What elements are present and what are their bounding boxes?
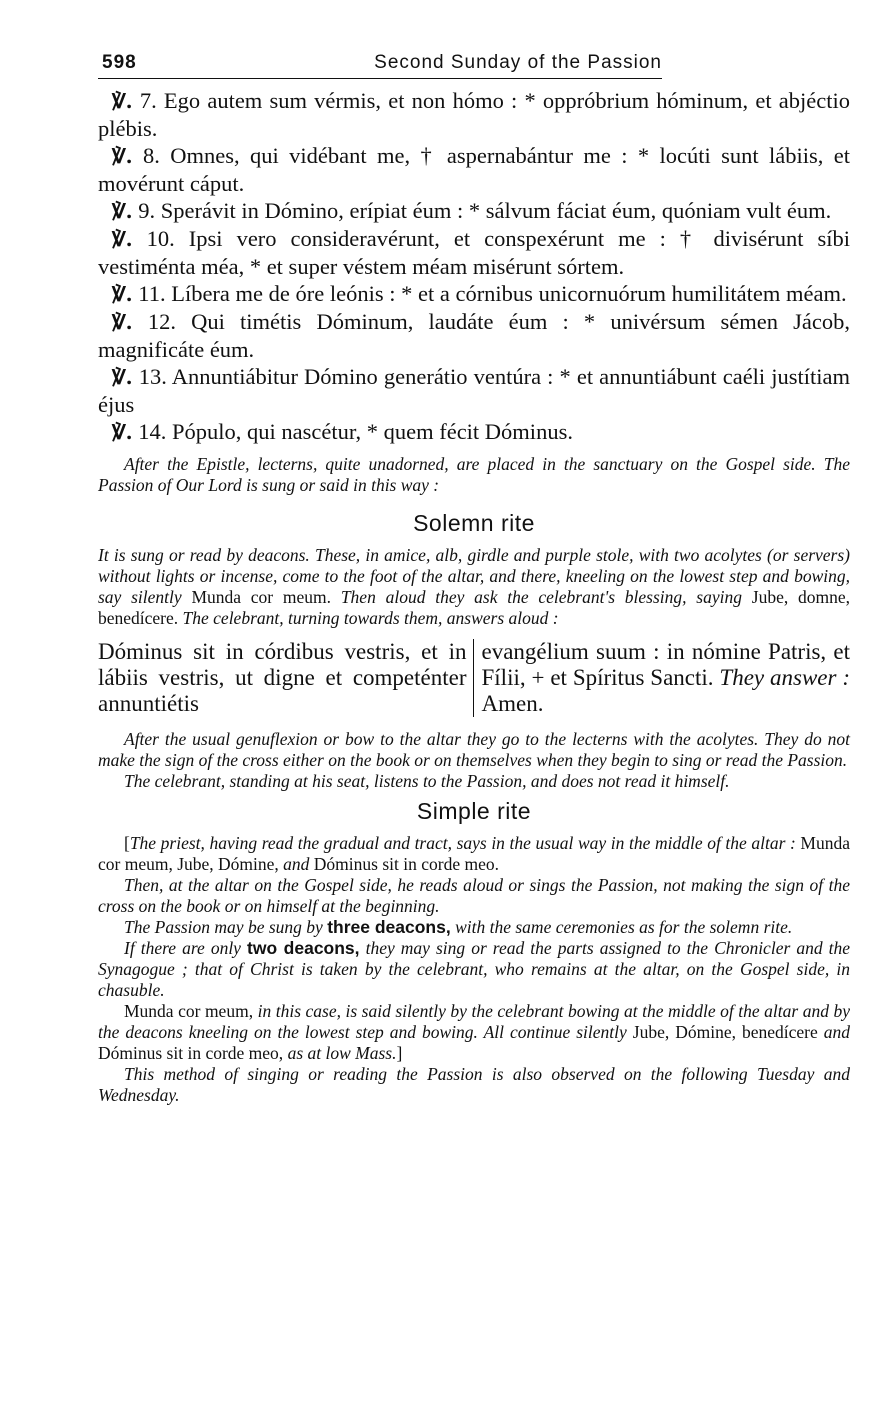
verse-text: 10. Ipsi vero consideravérunt, et conspexérunt me : † divisérunt síbi vestiménta méa, * et super véstem méam misérunt sórtem. [98, 226, 851, 279]
versicle-icon: ℣. [112, 144, 133, 168]
latin-text: Munda cor meum. [191, 587, 332, 607]
rubric-text: After the usual genuflexion or bow to the altar they go to the lecterns with the acolytes. They do not make the sign of the cross either on the book or on themselves when they begin to sing or read the Passion. [98, 729, 850, 770]
rubric-text: in this case, is said silently by the celebrant bowing at the middle of the altar and by the deacons kneeling on the lowest step and bowing. All continue silently [98, 1001, 851, 1042]
versicle-icon: ℣. [112, 310, 133, 334]
rubric-text: The celebrant, turning towards them, answers aloud : [182, 608, 559, 628]
simple-rite-p1 [98, 833, 850, 875]
rubric-text: The priest, having read the gradual and tract, says in the usual way in the middle of the altar : [129, 833, 796, 853]
solemn-intro-paragraph [98, 545, 850, 629]
rubric-text: If there are only [124, 938, 241, 958]
page-title: Second Sunday of the Passion [374, 52, 662, 73]
simple-rite-p4 [98, 938, 850, 1001]
dialogue-left-column: Dóminus sit in córdibus vestris, et in lábiis vestris, ut digne et competénter annuntiétis [98, 639, 474, 717]
rubric-text: The Passion may be sung by [124, 917, 323, 937]
verse-text: 7. Ego autem sum vérmis, et non hómo : * oppróbrium hóminum, et abjéctio plébis. [98, 88, 850, 141]
versicle-icon: ℣. [112, 420, 133, 444]
verse-9 [98, 197, 850, 225]
versicle-icon: ℣. [112, 199, 133, 223]
rubric-text: they may sing or read the parts assigned to the Chronicler and the Synagogue ; that of Christ is taken by the celebrant, who remains at the altar, on the Gospel side, in chasuble. [98, 938, 850, 1000]
bold-text: two deacons, [247, 938, 360, 958]
latin-text: Jube, domne, benedícere. [98, 587, 851, 628]
verse-text: 12. Qui timétis Dóminum, laudáte éum : * univérsum sémen Jácob, magnificáte éum. [98, 309, 851, 362]
verse-13 [98, 363, 850, 418]
simple-rite-text [98, 833, 850, 1106]
rubric-text: It is sung or read by deacons. These, in amice, alb, girdle and purple stole, with two acolytes (or servers) without lights or incense, come to the foot of the altar, and there, kneeling on the lowest step and bowing, say silently [98, 545, 850, 607]
latin-text: Jube, Dómine, benedícere [632, 1022, 818, 1042]
versicle-icon: ℣. [112, 365, 133, 389]
versicle-icon: ℣. [112, 89, 133, 113]
rubric-text: and [823, 1022, 851, 1042]
latin-text: Munda cor meum, [124, 1001, 254, 1021]
rubric-text: as at low Mass. [287, 1043, 397, 1063]
rubric-text: with the same ceremonies as for the solemn rite. [455, 917, 793, 937]
latin-text: Dóminus sit in corde meo. [313, 854, 499, 874]
latin-text: Munda cor meum, Jube, Dómine, [98, 833, 850, 874]
section-title-simple: Simple rite [416, 798, 532, 824]
solemn-rite-intro [98, 545, 850, 629]
psalm-verses [98, 87, 850, 446]
verse-7 [98, 87, 850, 142]
versicle-icon: ℣. [112, 227, 133, 251]
bracket-open: [ [124, 833, 130, 853]
bracket-close: ] [396, 1043, 403, 1063]
simple-rite-p2: Then, at the altar on the Gospel side, he reads aloud or sings the Passion, not making the sign of the cross on the book or on himself at the beginning. [98, 875, 850, 916]
solemn-rite-notes [98, 729, 850, 792]
page-number: 598 [102, 52, 137, 73]
running-head [98, 52, 662, 79]
verse-text: 9. Sperávit in Dómino, erípiat éum : * sálvum fáciat éum, quóniam vult éum. [138, 198, 832, 223]
verse-11 [98, 280, 850, 308]
versicle-icon: ℣. [112, 282, 133, 306]
verse-8 [98, 142, 850, 197]
verse-12 [98, 308, 850, 363]
verse-text: 13. Annuntiábitur Dómino generátio ventúra : * et annuntiábunt caéli justítiam éjus [98, 364, 851, 417]
verse-14 [98, 418, 850, 446]
bold-text: three deacons, [327, 917, 451, 937]
verse-text: 8. Omnes, qui vidébant me, † aspernabántur me : * locúti sunt lábiis, et movérunt cáput. [98, 143, 850, 196]
latin-text: Dóminus sit in corde meo, [98, 1043, 284, 1063]
blessing-dialogue [98, 639, 850, 717]
rubric-text: After the Epistle, lecterns, quite unadorned, are placed in the sanctuary on the Gospel side. The Passion of Our Lord is sung or said in this way : [98, 454, 850, 495]
rubric-after-epistle [98, 454, 850, 496]
verse-text: 11. Líbera me de óre leónis : * et a córnibus unicornuórum humilitátem méam. [138, 281, 847, 306]
verse-text: 14. Pópulo, qui nascétur, * quem fécit Dóminus. [138, 419, 573, 444]
simple-rite-p5 [98, 1001, 850, 1064]
rubric-text: They answer : [719, 665, 851, 690]
simple-rite-p3 [98, 917, 850, 938]
rubric-text: The celebrant, standing at his seat, listens to the Passion, and does not read it himself. [124, 771, 730, 791]
rubric-text: Then aloud they ask the celebrant's blessing, saying [340, 587, 743, 607]
simple-rite-p6: This method of singing or reading the Passion is also observed on the following Tuesday and Wednesday. [98, 1064, 850, 1105]
section-title-solemn: Solemn rite [413, 510, 535, 536]
page [98, 52, 850, 1106]
amen-text: Amen. [481, 691, 544, 716]
latin-text: evangélium suum : in nómine Patris, et Fílii, + et Spíritus Sancti. [481, 639, 850, 690]
dialogue-right-column [474, 639, 851, 717]
rubric-text: and [283, 854, 310, 874]
verse-10 [98, 225, 850, 280]
